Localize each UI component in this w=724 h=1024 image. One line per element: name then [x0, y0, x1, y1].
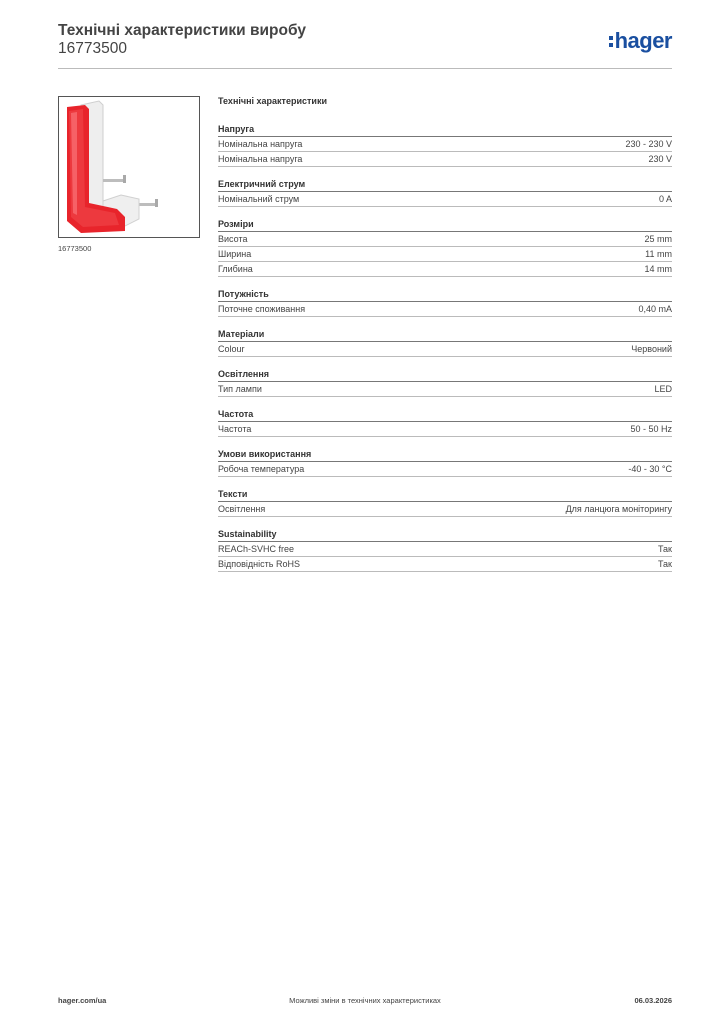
header-divider [58, 68, 672, 69]
hager-logo [609, 28, 672, 54]
spec-group-title: Напруга [218, 123, 672, 137]
spec-groups [218, 123, 672, 572]
document-header [58, 22, 672, 58]
spec-row [218, 542, 672, 557]
spec-group-title: Потужність [218, 288, 672, 302]
footer-website-link[interactable]: hager.com/ua [58, 996, 107, 1005]
spec-row [218, 232, 672, 247]
spec-group-title: Матеріали [218, 328, 672, 342]
spec-row [218, 152, 672, 167]
spec-label: Ширина [218, 249, 252, 259]
logo-text: hager [614, 28, 672, 53]
spec-label: Частота [218, 424, 252, 434]
spec-label: REACh-SVHC free [218, 544, 295, 554]
spec-row [218, 557, 672, 572]
specs-heading: Технічні характеристики [218, 96, 327, 106]
spec-value: 230 - 230 V [625, 139, 672, 149]
spec-group [218, 218, 672, 277]
spec-label: Тип лампи [218, 384, 262, 394]
spec-value: 0,40 mA [638, 304, 672, 314]
spec-group [218, 368, 672, 397]
spec-label: Робоча температура [218, 464, 305, 474]
specifications-section [218, 96, 672, 583]
footer-disclaimer: Можливі зміни в технічних характеристиках [289, 996, 441, 1005]
product-image-caption: 16773500 [58, 244, 92, 253]
spec-group [218, 408, 672, 437]
spec-group-title: Розміри [218, 218, 672, 232]
spec-label: Поточне споживання [218, 304, 306, 314]
spec-value: Так [657, 559, 672, 569]
spec-label: Глибина [218, 264, 253, 274]
spec-row [218, 382, 672, 397]
spec-row [218, 137, 672, 152]
spec-value: 25 mm [644, 234, 672, 244]
spec-group-title: Частота [218, 408, 672, 422]
spec-value: 14 mm [644, 264, 672, 274]
spec-row [218, 262, 672, 277]
spec-group-title: Електричний струм [218, 178, 672, 192]
spec-group-title: Sustainability [218, 528, 672, 542]
spec-row [218, 247, 672, 262]
spec-label: Освітлення [218, 504, 266, 514]
logo-colon-icon [609, 36, 613, 47]
spec-row [218, 192, 672, 207]
spec-row [218, 502, 672, 517]
spec-row [218, 462, 672, 477]
page-title: Технічні характеристики виробу [58, 22, 306, 39]
spec-row [218, 302, 672, 317]
product-image-frame [58, 96, 200, 238]
spec-group [218, 488, 672, 517]
spec-label: Номінальна напруга [218, 154, 303, 164]
spec-group [218, 123, 672, 167]
spec-row [218, 342, 672, 357]
spec-row [218, 422, 672, 437]
spec-value: Для ланцюга моніторингу [565, 504, 672, 514]
spec-group [218, 328, 672, 357]
spec-value: -40 - 30 °C [628, 464, 672, 474]
spec-value: Червоний [631, 344, 672, 354]
spec-value: LED [654, 384, 672, 394]
spec-group [218, 178, 672, 207]
product-number: 16773500 [58, 40, 127, 57]
spec-group [218, 528, 672, 572]
spec-label: Висота [218, 234, 248, 244]
spec-label: Colour [218, 344, 245, 354]
spec-value: 0 A [658, 194, 672, 204]
spec-group [218, 448, 672, 477]
spec-group [218, 288, 672, 317]
spec-value: 50 - 50 Hz [630, 424, 672, 434]
lamp-insert-image [59, 97, 199, 237]
spec-value: 230 V [648, 154, 672, 164]
spec-group-title: Освітлення [218, 368, 672, 382]
spec-group-title: Тексти [218, 488, 672, 502]
spec-label: Номінальна напруга [218, 139, 303, 149]
spec-value: 11 mm [645, 249, 672, 259]
spec-label: Номінальний струм [218, 194, 300, 204]
spec-label: Відповідність RoHS [218, 559, 300, 569]
spec-group-title: Умови використання [218, 448, 672, 462]
footer-date: 06.03.2026 [634, 996, 672, 1005]
spec-value: Так [657, 544, 672, 554]
